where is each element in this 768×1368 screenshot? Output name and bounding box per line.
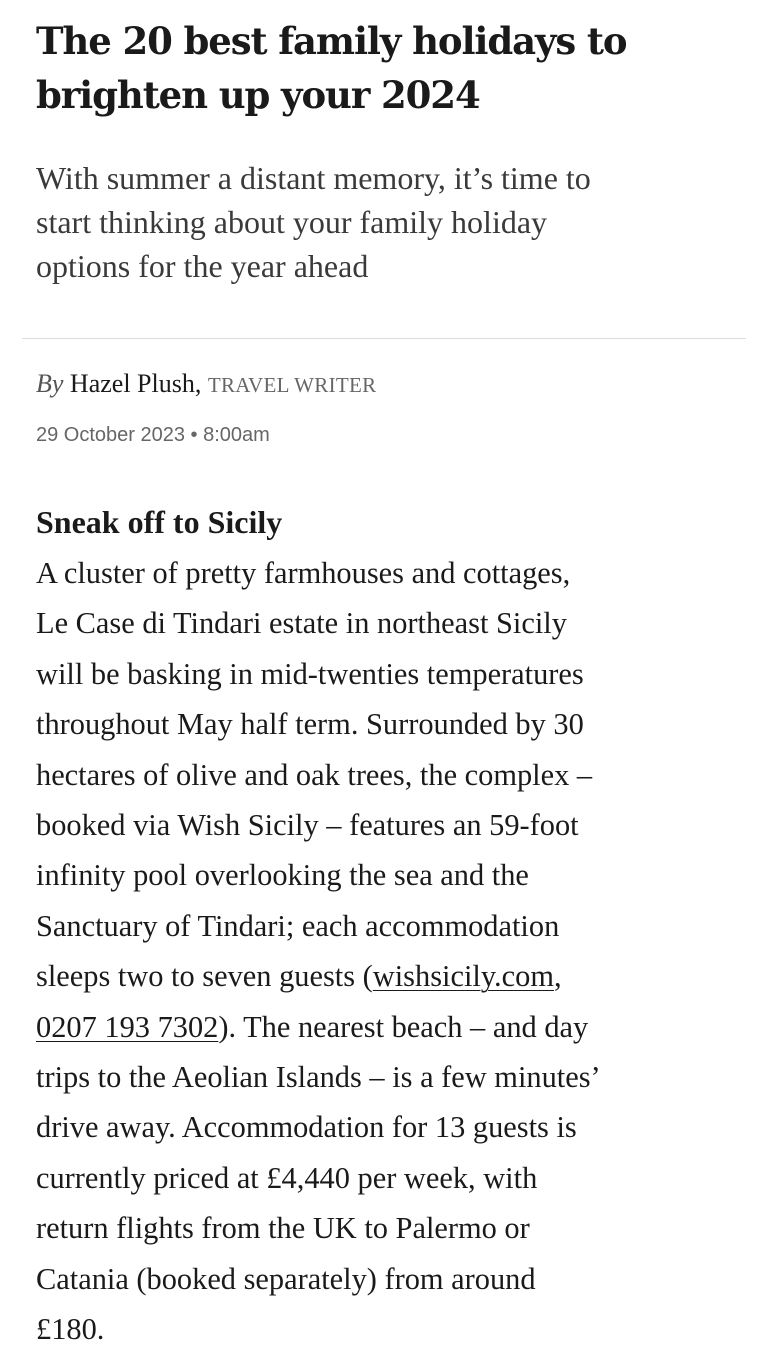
body-line: hectares of olive and oak trees, the complex – bbox=[36, 757, 593, 792]
standfirst bbox=[36, 156, 736, 288]
body-line: , bbox=[553, 959, 562, 994]
body-line: throughout May half term. Surrounded by 30 bbox=[36, 707, 584, 742]
body-paragraph bbox=[36, 548, 736, 1355]
body-line: sleeps two to seven guests ( bbox=[36, 959, 373, 994]
author-role: TRAVEL WRITER bbox=[207, 373, 377, 397]
byline-prefix: By bbox=[36, 369, 64, 398]
standfirst-line-1: With summer a distant memory, it’s time to bbox=[36, 160, 591, 196]
wishsicily-link[interactable]: wishsicily.com bbox=[372, 959, 554, 994]
headline-line-2: brighten up your 2024 bbox=[36, 73, 480, 117]
standfirst-line-3: options for the year ahead bbox=[36, 248, 369, 284]
author-name[interactable]: Hazel Plush bbox=[69, 369, 195, 398]
body-line: Le Case di Tindari estate in northeast Sicily bbox=[36, 606, 567, 641]
body-line: return flights from the UK to Palermo or bbox=[36, 1211, 530, 1246]
byline: By Hazel Plush, TRAVEL WRITER bbox=[36, 369, 377, 398]
body-line: Catania (booked separately) from around bbox=[36, 1261, 536, 1296]
body-line: infinity pool overlooking the sea and the bbox=[36, 858, 529, 893]
headline bbox=[36, 14, 736, 122]
body-line: ). The nearest beach – and day bbox=[218, 1009, 589, 1044]
body-line: Sanctuary of Tindari; each accommodation bbox=[36, 908, 560, 943]
body-line: £180. bbox=[36, 1312, 105, 1347]
phone-link[interactable]: 0207 193 7302 bbox=[36, 1009, 219, 1044]
body-line: drive away. Accommodation for 13 guests is bbox=[36, 1110, 577, 1145]
standfirst-line-2: start thinking about your family holiday bbox=[36, 204, 548, 240]
body-line: trips to the Aeolian Islands – is a few minutes’ bbox=[36, 1060, 601, 1095]
dateline: 29 October 2023 • 8:00am bbox=[36, 424, 270, 446]
headline-line-1: The 20 best family holidays to bbox=[36, 19, 627, 63]
body-line: currently priced at £4,440 per week, with bbox=[36, 1160, 538, 1195]
body-line: booked via Wish Sicily – features an 59-foot bbox=[36, 808, 579, 843]
divider bbox=[22, 338, 746, 339]
body-line: A cluster of pretty farmhouses and cottages, bbox=[36, 556, 571, 590]
body-line: will be basking in mid-twenties temperatures bbox=[36, 656, 584, 691]
section-heading: Sneak off to Sicily bbox=[36, 504, 283, 540]
